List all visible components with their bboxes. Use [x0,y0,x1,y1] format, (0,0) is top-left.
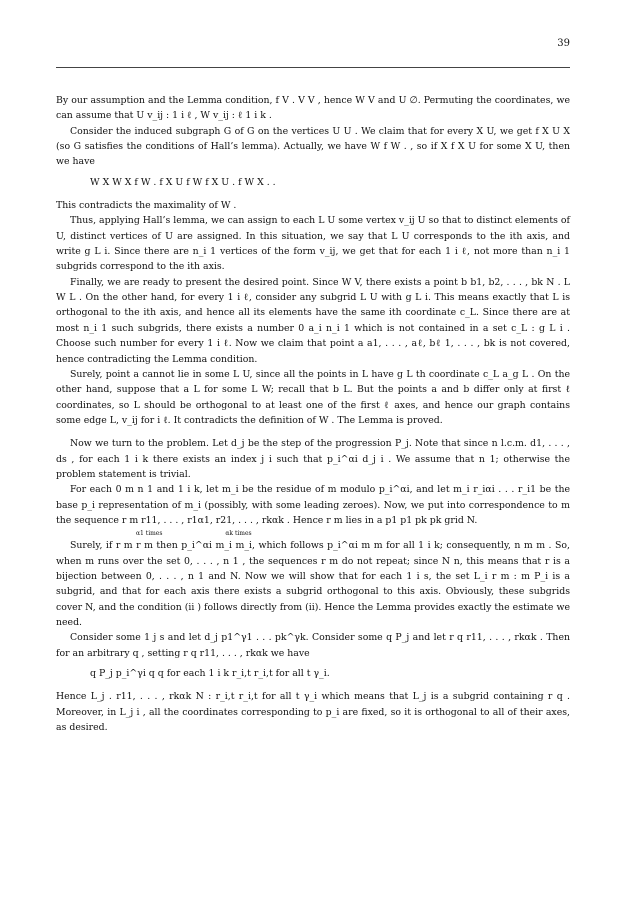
paragraph-4: Thus, applying Hall’s lemma, we can assign to each L U some vertex v_ij U so that to distinct elements of U, distinct vertices of U are assigned. In this situation, we say that L U corresponds to the ith axis, and write g L i. Since there are n_i 1 vertices of the form v_ij, we get that for each 1 i ℓ, not more than n_i 1 subgrids correspond to the ith axis. [56,215,570,273]
paragraph-1: By our assumption and the Lemma condition, f V . V V , hence W V and U ∅. Permuting the coordinates, we can assume that U v_ij : 1 i ℓ , W v_ij : ℓ 1 i k . [56,95,570,122]
display-equation-1: W X W X f W . f X U f W f X U . f W X . . [90,176,276,188]
paragraph-11: Hence L_j . r11, . . . , rkαk N : r_i,t r_i,t for all t γ_i which means that L_j is a subgrid containing r q . Moreover, in L_j i , all the coordinates corresponding to p_i are fixed, so it is orthogonal to all of their axes, as desired. [56,691,570,734]
paragraph-7: Now we turn to the problem. Let d_j be the step of the progression P_j. Note that since n l.c.m. d1, . . . , ds , for each 1 i k there exists an index j i such that p_i^αi d_j i . We assume that n 1; otherwise the problem statement is trivial. [56,438,570,480]
paragraph-3: This contradicts the maximality of W . [56,200,237,212]
paragraph-2: Consider the induced subgraph G of G on the vertices U U . We claim that for every X U, we get f X U X (so G satisfies the conditions of Hall’s lemma). Actually, we have W f W . , so if X f X U for some X U, then we have [56,125,570,168]
body-text [56,93,570,735]
display-equation-2: q P_j p_i^γi q q for each 1 i k r_i,t r_i,t for all t γ_i. [90,668,330,680]
paragraph-6: Surely, point a cannot lie in some L U, since all the points in L have g L th coordinate c_L a_g L . On the other hand, suppose that a L for some L W; recall that b L. But the points a and b differ only at first ℓ coordinates, so L should be orthogonal to at least one of the first ℓ axes, and hence our graph contains some edge L, v_ij for i ℓ. It contradicts the definition of W . The Lemma is proved. [56,368,570,426]
underbrace-labels: α1 times αk times [136,530,252,538]
page-number: 39 [557,38,570,49]
paragraph-9: Surely, if r m r m then p_i^αi m_i m_i, which follows p_i^αi m m for all 1 i k; consequently, n m m . So, when m runs over the set 0, . . . , n 1 , the sequences r m do not repeat; since N n, this means that r is a bijection between 0, . . . , n 1 and N. Now we will show that for each 1 i s, the set L_i r m : m P_i is a subgrid, and that for each axis there exists a subgrid orthogonal to this axis. Obviously, these subgrids cover N, and the condition (ii ) follows directly from (ii). Hence the Lemma provides exactly the estimate we need. [56,540,570,628]
paragraph-10: Consider some 1 j s and let d_j p1^γ1 . . . pk^γk. Consider some q P_j and let r q r11, . . . , rkαk . Then for an arbitrary q , setting r q r11, . . . , rkαk we have [56,632,570,659]
paragraph-8: For each 0 m n 1 and 1 i k, let m_i be the residue of m modulo p_i^αi, and let m_i r_iαi . . . r_i1 be the base p_i representation of m_i (possibly, with some leading zeroes). Now, we put into correspondence to m the sequence r m r11, . . . , r1α1, r21, . . . , rkαk . Hence r m lies in a p1 p1 pk pk grid N. [56,484,570,526]
paragraph-5: Finally, we are ready to present the desired point. Since W V, there exists a point b b1, b2, . . . , bk N . L W L . On the other hand, for every 1 i ℓ, consider any subgrid L U with g L i. This means exactly that L is orthogonal to the ith axis, and hence all its elements have the same ith coordinate c_L. Since there are at most n_i 1 such subgrids, there exists a number 0 a_i n_i 1 which is not contained in a set c_L : g L i . Choose such number for every 1 i ℓ. Now we claim that point a a1, . . . , aℓ, bℓ 1, . . . , bk is not covered, hence contradicting the Lemma condition. [56,276,570,365]
header-rule [56,67,570,68]
